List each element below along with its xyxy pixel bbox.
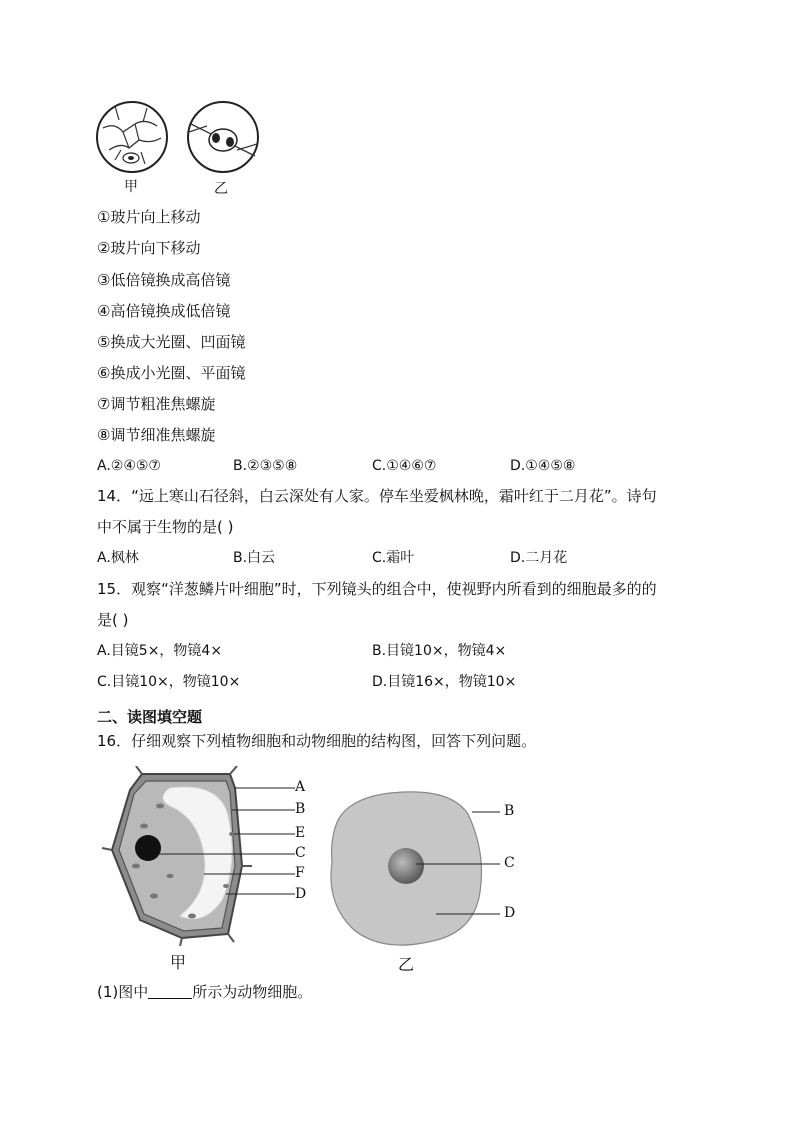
q13-option-c: C.①④⑥⑦ bbox=[372, 458, 437, 474]
view-yi bbox=[188, 102, 258, 172]
q14-stem-line1: 14．“远上寒山石径斜，白云深处有人家。停车坐爱枫林晚，霜叶红于二月花”。诗句 bbox=[97, 487, 657, 505]
view-jia bbox=[97, 102, 167, 172]
q15-option-b: B.目镜10×，物镜4× bbox=[372, 643, 507, 659]
animal-cell-nucleus bbox=[388, 848, 424, 884]
answer-blank[interactable] bbox=[148, 984, 192, 999]
plant-cell bbox=[102, 766, 295, 946]
animal-label-d: D bbox=[504, 905, 516, 921]
view-jia-label: 甲 bbox=[124, 179, 138, 195]
step-2: ②玻片向下移动 bbox=[97, 239, 201, 257]
q15-option-c: C.目镜10×，物镜10× bbox=[97, 674, 241, 690]
cell-structure-figure bbox=[100, 766, 530, 966]
plant-label-e: E bbox=[295, 825, 306, 841]
q13-option-a: A.②④⑤⑦ bbox=[97, 458, 161, 474]
q15-option-d: D.目镜16×，物镜10× bbox=[372, 674, 517, 690]
animal-label-c: C bbox=[504, 855, 515, 871]
plant-label-f: F bbox=[295, 865, 305, 881]
q14-option-b: B.白云 bbox=[233, 550, 276, 566]
q15-stem-line2: 是( ) bbox=[97, 611, 129, 629]
step-4: ④高倍镜换成低倍镜 bbox=[97, 302, 231, 320]
animal-cell-caption: 乙 bbox=[398, 955, 415, 974]
step-3: ③低倍镜换成高倍镜 bbox=[97, 271, 231, 289]
plant-cell-nucleus bbox=[135, 835, 161, 861]
q16-sub1-suffix: 所示为动物细胞。 bbox=[192, 983, 313, 1001]
plant-label-a: A bbox=[295, 779, 306, 795]
step-8: ⑧调节细准焦螺旋 bbox=[97, 426, 216, 444]
plant-label-b: B bbox=[295, 801, 306, 817]
animal-cell bbox=[331, 792, 500, 945]
q15-option-a: A.目镜5×，物镜4× bbox=[97, 643, 223, 659]
step-6: ⑥换成小光圈、平面镜 bbox=[97, 364, 246, 382]
plant-cell-caption: 甲 bbox=[170, 953, 187, 972]
q16-sub1-prefix: (1)图中 bbox=[97, 983, 149, 1001]
plant-label-c: C bbox=[295, 845, 306, 861]
q13-option-d: D.①④⑤⑧ bbox=[510, 458, 576, 474]
step-5: ⑤换成大光圈、凹面镜 bbox=[97, 333, 246, 351]
microscope-views-figure bbox=[95, 98, 265, 200]
q14-stem-line2: 中不属于生物的是( ) bbox=[97, 518, 234, 536]
q14-option-a: A.枫林 bbox=[97, 550, 139, 566]
q15-stem-line1: 15．观察“洋葱鳞片叶细胞”时，下列镜头的组合中，使视野内所看到的细胞最多的的 bbox=[97, 580, 657, 598]
step-7: ⑦调节粗准焦螺旋 bbox=[97, 395, 216, 413]
step-1: ①玻片向上移动 bbox=[97, 208, 201, 226]
q14-option-c: C.霜叶 bbox=[372, 550, 415, 566]
plant-label-d: D bbox=[295, 886, 307, 902]
animal-label-b: B bbox=[504, 803, 515, 819]
q16-stem: 16．仔细观察下列植物细胞和动物细胞的结构图，回答下列问题。 bbox=[97, 732, 537, 750]
section-title: 二、读图填空题 bbox=[97, 708, 203, 726]
q13-option-b: B.②③⑤⑧ bbox=[233, 458, 298, 474]
q14-option-d: D.二月花 bbox=[510, 550, 568, 566]
view-yi-label: 乙 bbox=[214, 181, 228, 197]
q16-sub1 bbox=[97, 982, 312, 1002]
